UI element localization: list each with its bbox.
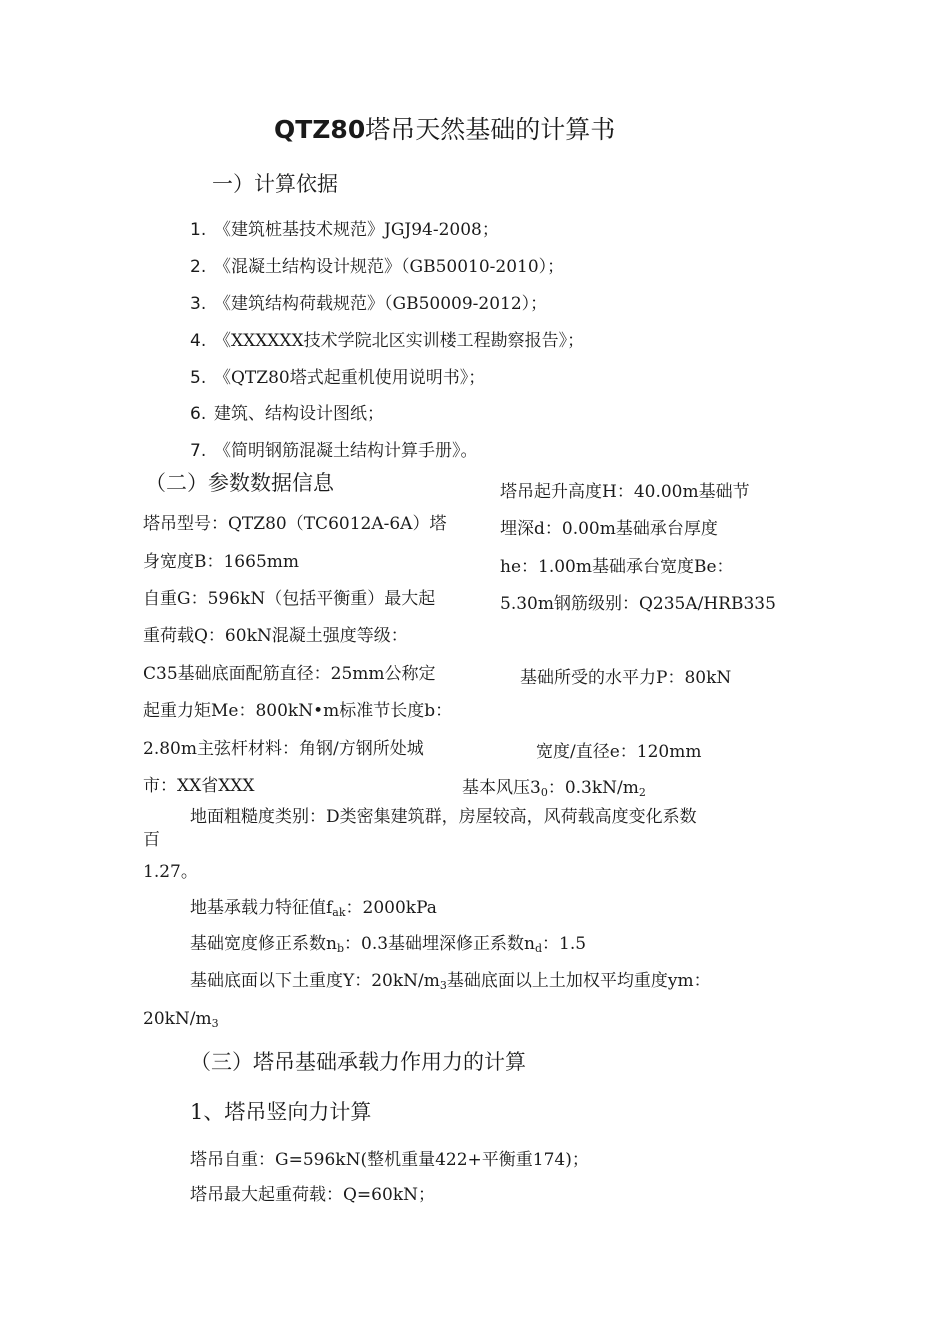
document-title (274, 114, 615, 146)
wind-pressure-sub: 0 (540, 786, 548, 799)
reference-item (190, 440, 478, 462)
param-right-line: 5.30m钢筋级别：Q235A/HRB335 (500, 594, 776, 614)
bearing-sub: ak (332, 906, 346, 919)
bearing-label: 地基承载力特征值f (190, 898, 333, 918)
param-left-line: 身宽度B：1665mm (143, 552, 299, 572)
item-number: 2. (190, 257, 207, 277)
width-diameter: 宽度/直径e：120mm (536, 742, 702, 762)
param-left-line: 起重力矩Me：800kN•m标准节长度b： (143, 701, 453, 721)
item-text: 《QTZ80塔式起重机使用说明书》； (214, 368, 486, 388)
roughness-line: 地面粗糙度类别：D类密集建筑群，房屋较高，风荷载高度变化系数 (190, 807, 697, 827)
item-number: 4. (190, 331, 207, 351)
wind-pressure-value: ：0.3kN/m (547, 778, 639, 798)
soil-above-value: 20kN/m (143, 1009, 212, 1029)
item-text: 《简明钢筋混凝土结构计算手册》。 (214, 441, 478, 461)
depth-correction-label: ：0.3基础埋深修正系数n (344, 934, 535, 954)
reference-item (190, 367, 485, 389)
param-left-line: 2.80m主弦杆材料：角钢/方钢所处城 (143, 739, 424, 759)
param-left-line: 自重G：596kN（包括平衡重）最大起 (143, 589, 436, 609)
item-number: 1. (190, 220, 207, 240)
item-number: 3. (190, 294, 207, 314)
item-number: 6. (190, 404, 207, 424)
calc-line: 塔吊最大起重荷载：Q=60kN； (190, 1185, 435, 1205)
param-right-line: he：1.00m基础承台宽度Be： (500, 557, 734, 577)
bearing-capacity (190, 897, 437, 924)
soil-above-label: 基础底面以上土加权平均重度ym： (446, 971, 711, 991)
item-number: 7. (190, 441, 207, 461)
soil-weight-line (143, 1008, 219, 1035)
param-left-line: 市：XX省XXX (143, 776, 255, 796)
roughness-line: 1.27。 (143, 862, 198, 882)
soil-above-exp: 3 (211, 1017, 219, 1030)
title-model: QTZ80 (274, 115, 366, 144)
calc-line: 塔吊自重：G=596kN(整机重量422+平衡重174)； (190, 1150, 589, 1170)
depth-correction-sub: d (534, 942, 543, 955)
width-correction-sub: b (336, 942, 344, 955)
subsection-heading: 1、塔吊竖向力计算 (190, 1100, 372, 1124)
reference-item (190, 403, 384, 425)
param-left-line: 重荷载Q：60kN混凝土强度等级： (143, 626, 408, 646)
param-left-line: C35基础底面配筋直径：25mm公称定 (143, 664, 436, 684)
depth-correction-value: ：1.5 (542, 934, 587, 954)
roughness-line: 百 (143, 830, 160, 850)
title-text: 塔吊天然基础的计算书 (365, 115, 616, 144)
reference-item (190, 219, 499, 241)
reference-item (190, 256, 564, 278)
bearing-value: ：2000kPa (345, 898, 437, 918)
item-number: 5. (190, 368, 207, 388)
item-text: 《混凝土结构设计规范》（GB50010-2010）； (214, 257, 565, 277)
section-1-heading: 一）计算依据 (212, 172, 338, 196)
wind-pressure (462, 777, 646, 804)
item-text: 建筑、结构设计图纸； (214, 404, 384, 424)
param-right-line: 塔吊起升高度H：40.00m基础节 (500, 482, 750, 502)
param-left-line: 塔吊型号：QTZ80（TC6012A-6A）塔 (143, 514, 447, 534)
soil-weight-line (190, 970, 711, 997)
width-correction-label: 基础宽度修正系数n (190, 934, 337, 954)
wind-pressure-unit-exp: 2 (638, 786, 646, 799)
param-right-line: 埋深d：0.00m基础承台厚度 (500, 519, 718, 539)
correction-factors (190, 933, 586, 960)
soil-below-exp: 3 (439, 979, 447, 992)
reference-item (190, 330, 584, 352)
item-text: 《XXXXXX技术学院北区实训楼工程勘察报告》； (214, 331, 585, 351)
section-2-heading: （二）参数数据信息 (145, 471, 334, 495)
soil-below-label: 基础底面以下土重度Y：20kN/m (190, 971, 440, 991)
reference-item (190, 293, 547, 315)
item-text: 《建筑桩基技术规范》JGJ94-2008； (214, 220, 499, 240)
section-3-heading: （三）塔吊基础承载力作用力的计算 (190, 1050, 526, 1074)
horizontal-force: 基础所受的水平力P：80kN (520, 668, 732, 688)
item-text: 《建筑结构荷载规范》（GB50009-2012）； (214, 294, 548, 314)
wind-pressure-label: 基本风压3 (462, 778, 541, 798)
